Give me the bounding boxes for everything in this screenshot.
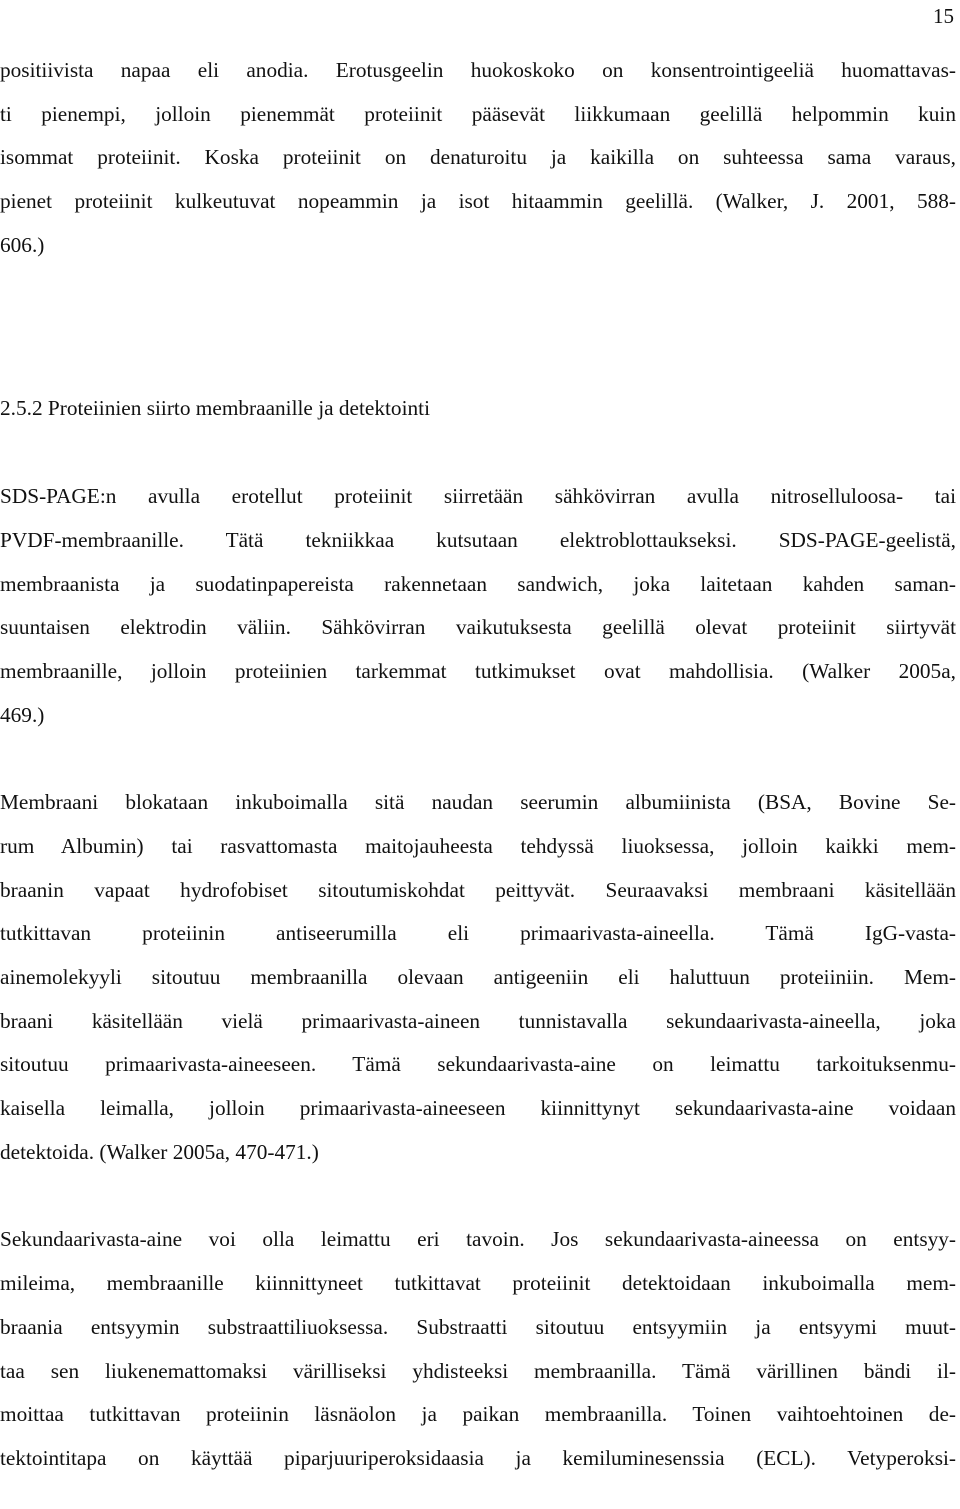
section-heading: 2.5.2 Proteiinien siirto membraanille ja detektointi — [0, 396, 430, 421]
text-line: sitoutuu primaarivasta-aineeseen. Tämä sekundaarivasta-aine on leimattu tarkoituksenmu- — [0, 1052, 956, 1077]
text-line: tutkittavan proteiinin antiseerumilla eli primaarivasta-aineella. Tämä IgG-vasta- — [0, 921, 956, 946]
text-line: suuntaisen elektrodin väliin. Sähkövirran vaikutuksesta geelillä olevat proteiinit siirtyvät — [0, 615, 956, 640]
text-line: Sekundaarivasta-aine voi olla leimattu eri tavoin. Jos sekundaarivasta-aineessa on entsyy- — [0, 1227, 956, 1252]
text-line: kaisella leimalla, jolloin primaarivasta-aineeseen kiinnittynyt sekundaarivasta-aine voidaan — [0, 1096, 956, 1121]
text-line: braania entsyymin substraattiliuoksessa. Substraatti sitoutuu entsyymiin ja entsyymi muut- — [0, 1314, 956, 1339]
text-line: membraanille, jolloin proteiinien tarkemmat tutkimukset ovat mahdollisia. (Walker 2005a, — [0, 658, 956, 683]
text-line: detektoida. (Walker 2005a, 470-471.) — [0, 1139, 319, 1164]
text-line: SDS-PAGE:n avulla erotellut proteiinit siirretään sähkövirran avulla nitroselluloosa- tai — [0, 484, 956, 509]
text-line: braani käsitellään vielä primaarivasta-aineen tunnistavalla sekundaarivasta-aineella, joka — [0, 1008, 956, 1033]
text-line: isommat proteiinit. Koska proteiinit on denaturoitu ja kaikilla on suhteessa sama varaus, — [0, 145, 956, 170]
spacer — [0, 431, 956, 475]
text-line: mileima, membraanille kiinnittyneet tutkittavat proteiinit detektoidaan inkuboimalla mem- — [0, 1271, 956, 1296]
text-line: ti pienempi, jolloin pienemmät proteiinit pääsevät liikkumaan geelillä helpommin kuin — [0, 101, 956, 126]
text-line: tektointitapa on käyttää piparjuuriperoksidaasia ja kemiluminesenssia (ECL). Vetyperoksi- — [0, 1445, 956, 1470]
document-body — [0, 49, 956, 1481]
paragraph-gel-pore-size — [0, 49, 956, 267]
paragraph-detection — [0, 1218, 956, 1480]
text-line: membraanista ja suodatinpapereista rakennetaan sandwich, joka laitetaan kahden saman- — [0, 571, 956, 596]
text-line: positiivista napaa eli anodia. Erotusgeelin huokoskoko on konsentrointigeeliä huomattavas- — [0, 58, 956, 82]
text-line: Membraani blokataan inkuboimalla sitä naudan seerumin albumiinista (BSA, Bovine Se- — [0, 790, 956, 815]
spacer — [0, 1174, 956, 1218]
text-line: taa sen liukenemattomaksi värilliseksi yhdisteeksi membraanilla. Tämä värillinen bändi il- — [0, 1358, 956, 1383]
spacer — [0, 267, 956, 387]
spacer — [0, 737, 956, 781]
text-line: 469.) — [0, 702, 45, 727]
paragraph-electroblotting — [0, 475, 956, 737]
paragraph-blocking — [0, 781, 956, 1174]
text-line: braanin vapaat hydrofobiset sitoutumiskohdat peittyvät. Seuraavaksi membraani käsitellään — [0, 877, 956, 902]
text-line: rum Albumin) tai rasvattomasta maitojauheesta tehdyssä liuoksessa, jolloin kaikki mem- — [0, 833, 956, 858]
text-line: PVDF-membraanille. Tätä tekniikkaa kutsutaan elektroblottaukseksi. SDS-PAGE-geelistä, — [0, 527, 956, 552]
text-line: moittaa tutkittavan proteiinin läsnäolon ja paikan membraanilla. Toinen vaihtoehtoinen de- — [0, 1402, 956, 1427]
page-number: 15 — [933, 4, 954, 28]
text-line: pienet proteiinit kulkeutuvat nopeammin ja isot hitaammin geelillä. (Walker, J. 2001, 588- — [0, 189, 956, 214]
text-line: 606.) — [0, 232, 45, 257]
text-line: ainemolekyyli sitoutuu membraanilla olevaan antigeeniin eli haluttuun proteiiniin. Mem- — [0, 965, 956, 990]
